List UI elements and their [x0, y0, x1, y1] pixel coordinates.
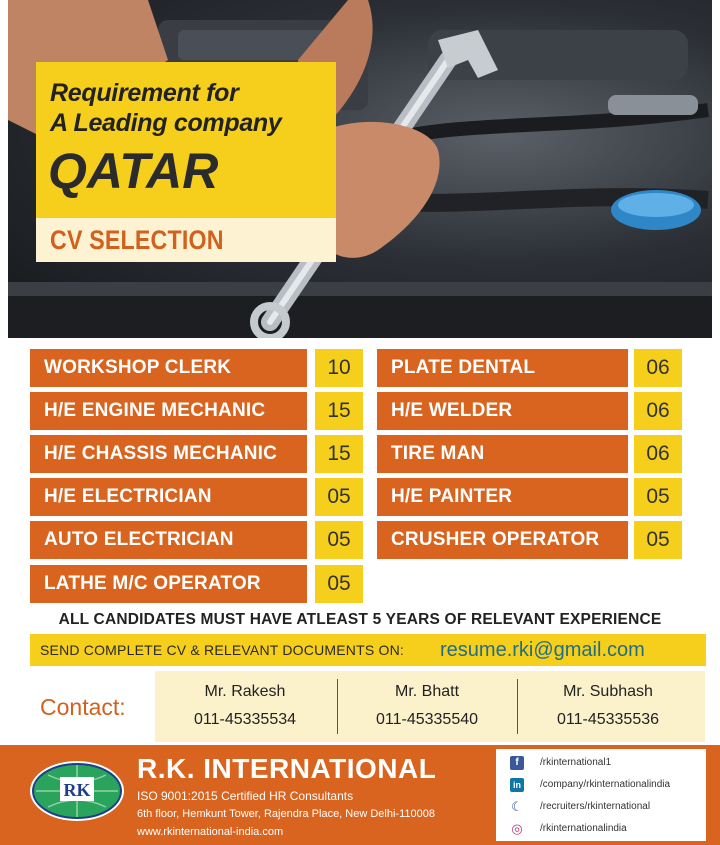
certification-text: ISO 9001:2015 Certified HR Consultants — [137, 789, 354, 803]
position-title: H/E ENGINE MECHANIC — [30, 392, 307, 430]
company-footer — [0, 745, 720, 845]
cv-selection-band — [36, 218, 336, 262]
logo-text: RK — [63, 780, 91, 800]
position-row — [377, 435, 684, 473]
position-count: 05 — [315, 565, 363, 603]
contact-panel — [155, 671, 705, 742]
position-title: TIRE MAN — [377, 435, 628, 473]
position-title: WORKSHOP CLERK — [30, 349, 307, 387]
position-title: PLATE DENTAL — [377, 349, 628, 387]
position-row — [30, 478, 363, 516]
contact-phone[interactable]: 011-45335536 — [556, 711, 660, 728]
contact-divider — [517, 679, 518, 734]
social-links-panel — [496, 749, 706, 841]
position-row — [377, 478, 684, 516]
position-count: 15 — [315, 435, 363, 473]
company-address: 6th floor, Hemkunt Tower, Rajendra Place, New Delhi-110008 — [137, 808, 435, 820]
contact-phone[interactable]: 011-45335534 — [193, 711, 297, 728]
send-cv-bar — [30, 634, 706, 666]
contact-name: Mr. Bhatt — [394, 683, 460, 700]
headline-box — [36, 62, 336, 262]
contact-name: Mr. Rakesh — [204, 683, 286, 700]
website-link[interactable]: www.rkinternational-india.com — [137, 826, 284, 838]
position-count: 15 — [315, 392, 363, 430]
position-title: H/E PAINTER — [377, 478, 628, 516]
position-count: 06 — [634, 435, 682, 473]
position-count: 05 — [634, 478, 682, 516]
email-link[interactable]: resume.rki@gmail.com — [440, 639, 645, 661]
position-title: CRUSHER OPERATOR — [377, 521, 628, 559]
position-title: H/E CHASSIS MECHANIC — [30, 435, 307, 473]
facebook-icon: f — [510, 756, 524, 770]
contact-label: Contact: — [40, 694, 126, 720]
position-title: H/E ELECTRICIAN — [30, 478, 307, 516]
instagram-icon: ◎ — [511, 821, 523, 836]
position-title: H/E WELDER — [377, 392, 628, 430]
position-title: LATHE M/C OPERATOR — [30, 565, 307, 603]
social-handle: /rkinternational1 — [540, 757, 612, 768]
social-handle: /rkinternationalindia — [540, 823, 627, 834]
company-name: R.K. INTERNATIONAL — [137, 753, 437, 784]
linkedin-icon: in — [510, 778, 524, 792]
position-count: 05 — [634, 521, 682, 559]
position-row — [30, 392, 363, 430]
cv-selection-label: CV SELECTION — [50, 225, 224, 255]
contact-person — [523, 679, 693, 731]
position-row — [377, 349, 684, 387]
position-count: 10 — [315, 349, 363, 387]
position-count: 06 — [634, 392, 682, 430]
hero-engine-photo — [8, 0, 712, 338]
headline-line-1: Requirement for — [50, 79, 239, 107]
country-title: QATAR — [48, 143, 219, 199]
position-row — [377, 392, 684, 430]
rk-logo-icon — [28, 759, 126, 823]
position-row — [30, 349, 363, 387]
position-title: AUTO ELECTRICIAN — [30, 521, 307, 559]
experience-requirement: ALL CANDIDATES MUST HAVE ATLEAST 5 YEARS OF RELEVANT EXPERIENCE — [58, 611, 662, 628]
contact-divider — [337, 679, 338, 734]
social-handle: /company/rkinternationalindia — [540, 779, 671, 790]
send-cv-label: SEND COMPLETE CV & RELEVANT DOCUMENTS ON: — [40, 642, 404, 658]
position-row — [30, 565, 363, 603]
position-count: 05 — [315, 521, 363, 559]
position-count: 06 — [634, 349, 682, 387]
crescent-icon: ☾ — [511, 799, 523, 814]
headline-line-2: A Leading company — [50, 109, 282, 137]
contact-person — [342, 679, 512, 731]
contact-person — [160, 679, 330, 731]
social-handle: /recruiters/rkinternational — [540, 801, 651, 812]
position-count: 05 — [315, 478, 363, 516]
position-row — [30, 435, 363, 473]
contact-name: Mr. Subhash — [563, 683, 653, 700]
position-row — [30, 521, 363, 559]
position-row — [377, 521, 684, 559]
contact-phone[interactable]: 011-45335540 — [375, 711, 479, 728]
